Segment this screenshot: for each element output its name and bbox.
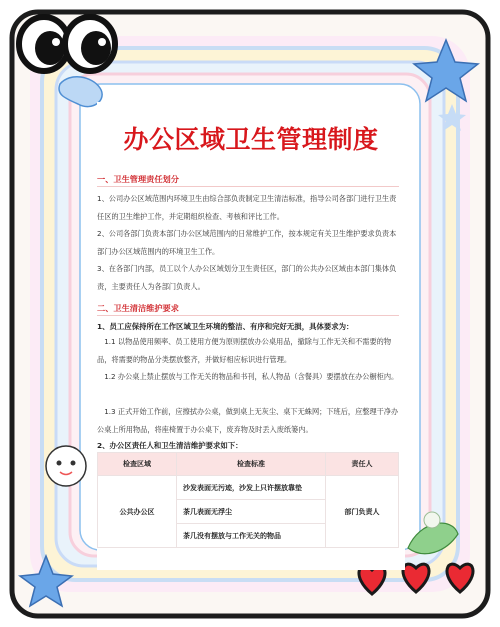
section-heading-2: 二、卫生清洁维护要求	[97, 303, 179, 313]
bubble-icon	[424, 512, 440, 528]
item-1-3: 1.3 正式开始工作前，应擦拭办公桌，做到桌上无灰尘、桌下无蛛网；下班后，应整理干净办公桌上所用物品，将座椅置于办公桌下，废弃物及时丢入废纸篓内。	[97, 407, 399, 434]
section-divider	[97, 315, 399, 316]
cute-face-icon	[46, 446, 86, 486]
paragraph-1: 1、公司办公区域范围内环境卫生由综合部负责制定卫生清洁标准，指导公司各部门进行卫生责任区的卫生维护工作，并定期组织检查、考核和评比工作。	[97, 194, 397, 221]
subheading-2: 2、办公区责任人和卫生清洁维护要求如下：	[97, 441, 243, 450]
section-divider	[97, 186, 399, 187]
table-cell-owner: 部门负责人	[326, 476, 399, 548]
paragraph-3: 3、在各部门内部，员工以个人办公区域划分卫生责任区，部门的公共办公区域由本部门集体负责，主要责任人为各部门负责人。	[97, 264, 397, 291]
table-cell-standard: 茶几表面无浮尘	[177, 500, 326, 524]
document-sheet	[97, 102, 405, 570]
table-header: 检查标准	[177, 453, 326, 476]
table-cell-area: 公共办公区	[98, 476, 177, 548]
table-header: 检查区域	[98, 453, 177, 476]
item-1-1: 1.1 以物品使用频率、员工使用方便为原则摆放办公桌用品，撤除与工作无关和不需要的物品，将需要的物品分类摆放整齐，并做好相应标识进行管理。	[97, 337, 392, 364]
inspection-table	[97, 452, 399, 548]
item-1-2: 1.2 办公桌上禁止摆放与工作无关的物品和书刊，私人物品（含餐具）要摆放在办公橱柜内。	[104, 372, 399, 381]
page-title: 办公区域卫生管理制度	[123, 125, 379, 154]
table-cell-standard: 茶几没有摆放与工作无关的物品	[177, 524, 326, 548]
paragraph-2: 2、公司各部门负责本部门办公区域范围内的日常维护工作，按本规定有关卫生维护要求负责本部门办公区域范围内的环境卫生工作。	[97, 229, 397, 256]
section-heading-1: 一、卫生管理责任划分	[97, 174, 179, 184]
table-row	[98, 476, 399, 500]
subheading-1: 1、员工应保持所在工作区域卫生环境的整洁、有序和完好无损，具体要求为：	[97, 322, 354, 331]
table-header: 责任人	[326, 453, 399, 476]
table-cell-standard: 沙发表面无污迹，沙发上只许摆放靠垫	[177, 476, 326, 500]
